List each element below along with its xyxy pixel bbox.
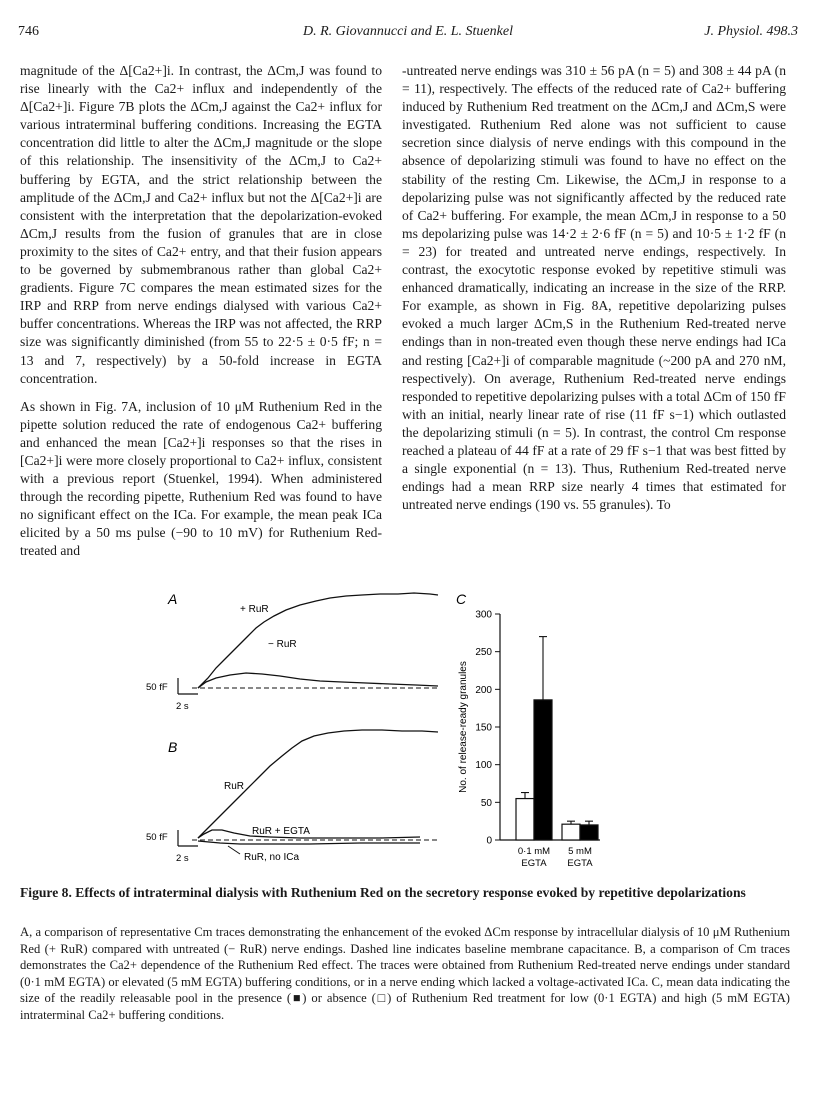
figure-caption-body: A, a comparison of representative Cm traces demonstrating the enhancement of the evoked ΔCm response by intracellular dialysis of 10 μM Ruthenium Red (+ RuR) compared with untreated (− RuR) nerve endings. Dashed line indicates baseline membrane capacitance. B, a comparison of Cm traces demonstrates the Ca2+ dependence of the Ruthenium Red effect. The traces were obtained from Ruthenium Red-treated nerve endings under standard (0·1 mM EGTA) or elevated (5 mM EGTA) buffering conditions, or in a nerve ending which lacked a voltage-activated ICa. C, mean data indicating the size of the readily releasable pool in the presence (■) or absence (□) of Ruthenium Red treatment for low (0·1 EGTA) and high (5 mM EGTA) intraterminal Ca2+ buffering conditions. <box>20 925 790 1022</box>
running-header <box>18 24 798 46</box>
bar <box>562 824 580 840</box>
panel-a-label: A <box>168 591 178 607</box>
category-label: 5 mM <box>568 846 592 857</box>
category-label: EGTA <box>521 858 547 869</box>
bar <box>580 825 598 840</box>
y-tick-label: 300 <box>475 609 492 621</box>
trace-label-rur: RuR <box>224 781 245 792</box>
trace-b-rur-no-ica <box>198 841 420 844</box>
panel-b-label: B <box>168 739 178 755</box>
page-number: 746 <box>18 24 39 39</box>
trace-label-plus-rur: + RuR <box>240 604 269 615</box>
category-label: EGTA <box>567 858 593 869</box>
bar <box>516 799 534 840</box>
trace-label-rur-no-ica: RuR, no ICa <box>244 852 300 863</box>
panel-c-label: C <box>456 591 467 607</box>
y-tick-label: 200 <box>475 684 492 696</box>
bar-chart-c <box>458 610 600 870</box>
scale-a-x: 2 s <box>176 701 189 712</box>
running-authors: D. R. Giovannucci and E. L. Stuenkel <box>303 24 513 39</box>
y-tick-label: 0 <box>486 835 492 847</box>
paragraph: magnitude of the Δ[Ca2+]i. In contrast, the ΔCm,J was found to rise linearly with the Ca2+ influx and independently of the Δ[Ca2+]i. Figure 7B plots the ΔCm,J against the Ca2+ influx for various intraterminal buffering conditions. Increasing the EGTA concentration did little to alter the ΔCm,J magnitude or the slope of this relationship. The insensitivity of the ΔCm,J to Ca2+ buffering by EGTA, and the strict relationship between the amplitude of the ΔCm,J and Ca2+ influx but not the Δ[Ca2+]i are consistent with the interpretation that the depolarization-evoked ΔCm,J results from the fusion of granules that are in close proximity to the sites of Ca2+ entry, and that their fusion appears to be governed by submembranous rather than global Ca2+ gradients. Figure 7C compares the mean estimated sizes for the IRP and RRP from nerve endings dialysed with various Ca2+ buffer concentrations. Whereas the IRP was not affected, the RRP size was significantly diminished (from 55 to 22·5 ± 0·5 fF; n = 13 and 7, respectively) by a 50-fold increase in EGTA concentration. <box>20 63 382 386</box>
scale-b-x: 2 s <box>176 853 189 864</box>
left-column <box>20 62 382 571</box>
y-tick-label: 250 <box>475 647 492 659</box>
y-tick-label: 50 <box>480 797 492 809</box>
scale-a-y: 50 fF <box>146 682 168 693</box>
trace-a-plus-rur <box>198 593 438 688</box>
pointer-line <box>228 846 240 854</box>
figure-8 <box>130 590 690 870</box>
y-tick-label: 100 <box>475 760 492 772</box>
paragraph: As shown in Fig. 7A, inclusion of 10 μM Ruthenium Red in the pipette solution reduced the rate of endogenous Ca2+ buffering and enhanced the mean [Ca2+]i responses so that the rises in [Ca2+]i were more closely proportional to Ca2+ influx, consistent with a previous report (Stuenkel, 1994). When administered through the recording pipette, Ruthenium Red was found to have no significant effect on the ICa. For example, the mean peak ICa elicited by a 50 ms pulse (−90 to 10 mV) for Ruthenium Red-treated and <box>20 398 382 559</box>
figure-caption-title: Figure 8. Effects of intraterminal dialysis with Ruthenium Red on the secretory response evoked by repetitive depolarizations <box>20 885 746 900</box>
scale-b-y: 50 fF <box>146 832 168 843</box>
right-column <box>402 62 786 524</box>
bar <box>534 700 552 840</box>
category-label: 0·1 mM <box>517 846 551 857</box>
paragraph: -untreated nerve endings was 310 ± 56 pA (n = 5) and 308 ± 44 pA (n = 11), respectively. The effects of the reduced rate of Ca2+ buffering induced by Ruthenium Red treatment on the ΔCm,J and ΔCm,S were investigated. Ruthenium Red alone was not sufficient to cause secretion since dialysis of nerve endings with this compound in the absence of depolarizing stimuli was found to have no effect on the stability of the resting Cm. Likewise, the ΔCm,J in response to a depolarizing pulse was not significantly affected by the reduced rate of Ca2+ buffering. For example, the mean ΔCm,J in response to a 50 ms depolarizing pulse was 14·2 ± 2·6 fF (n = 5) and 10·5 ± 1·2 fF (n = 23) for treated and untreated nerve endings, respectively. In contrast, the exocytotic response evoked by repetitive stimuli was enhanced dramatically, indicating an increase in the size of the RRP. For example, as shown in Fig. 8A, repetitive depolarizing pulses evoked a much larger ΔCm,S in the Ruthenium Red-treated nerve endings than in non-treated even though these nerve endings had ICa and resting [Ca2+]i of comparable magnitude (~200 pA and 270 nM, respectively). On average, Ruthenium Red-treated nerve endings responded to repetitive depolarizing pulses with a total ΔCm of 150 fF with an initial, nearly linear rate of rise (11 fF s−1) which outlasted the depolarizing stimuli (n = 5). In contrast, the control Cm response reached a plateau of 44 fF at a rate of 29 fF s−1 that was best fitted by a single exponential (n = 13). Thus, Ruthenium Red-treated nerve endings had a mean RRP size nearly 4 times that estimated for untreated nerve endings (190 vs. 55 granules). To <box>402 63 786 513</box>
journal-reference: J. Physiol. 498.3 <box>704 24 798 39</box>
trace-a-minus-rur <box>198 673 438 688</box>
y-axis-label: No. of release-ready granules <box>458 661 469 793</box>
trace-label-rur-egta: RuR + EGTA <box>252 826 310 837</box>
trace-label-minus-rur: − RuR <box>268 639 297 650</box>
y-tick-label: 150 <box>475 722 492 734</box>
